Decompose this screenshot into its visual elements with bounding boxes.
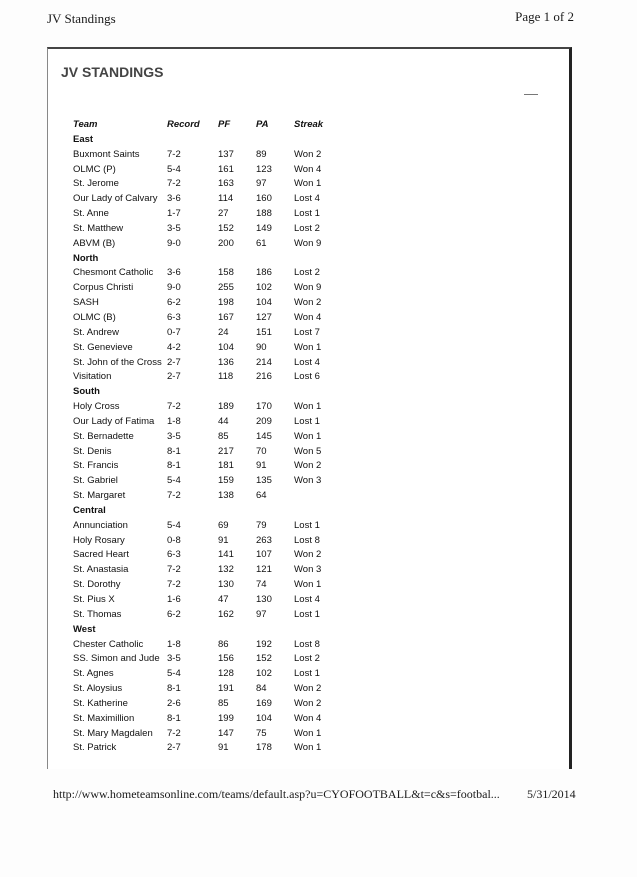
- pa-cell: 216: [256, 371, 272, 383]
- team-cell: St. Pius X: [73, 594, 115, 605]
- team-cell: St. Denis: [73, 445, 112, 457]
- streak-cell: Won 2: [294, 148, 322, 160]
- pa-cell: 188: [256, 208, 272, 220]
- standings-panel: [47, 47, 572, 769]
- pf-cell: 141: [218, 549, 234, 561]
- record-cell: 0-8: [167, 534, 181, 546]
- record-cell: 8-1: [167, 445, 181, 457]
- streak-cell: Won 4: [294, 163, 322, 175]
- streak-cell: Lost 4: [294, 594, 320, 605]
- pf-cell: 85: [218, 430, 229, 442]
- pf-cell: 24: [218, 326, 229, 338]
- record-cell: 8-1: [167, 460, 181, 472]
- team-cell: OLMC (B): [73, 311, 116, 323]
- record-cell: 2-6: [167, 697, 181, 709]
- team-cell: St. Maximillion: [73, 712, 135, 724]
- pa-cell: 107: [256, 549, 272, 561]
- pf-cell: 156: [218, 653, 234, 665]
- pa-cell: 74: [256, 579, 267, 591]
- record-cell: 1-7: [167, 208, 181, 220]
- team-cell: St. Genevieve: [73, 341, 133, 353]
- team-cell: Our Lady of Calvary: [73, 193, 158, 205]
- column-header-record: Record: [167, 119, 200, 130]
- team-cell: SS. Simon and Jude: [73, 653, 160, 665]
- record-cell: 7-2: [167, 148, 181, 160]
- team-cell: Corpus Christi: [73, 282, 134, 294]
- pf-cell: 200: [218, 237, 234, 249]
- team-cell: St. Aloysius: [73, 683, 123, 695]
- team-cell: St. Francis: [73, 460, 119, 472]
- pf-cell: 199: [218, 712, 234, 724]
- streak-cell: Lost 2: [294, 653, 320, 665]
- page-number: Page 1 of 2: [515, 9, 574, 24]
- pa-cell: 102: [256, 668, 272, 680]
- record-cell: 3-6: [167, 193, 181, 205]
- record-cell: 6-2: [167, 297, 181, 309]
- streak-cell: Won 5: [294, 445, 322, 457]
- pa-cell: 127: [256, 311, 272, 323]
- team-cell: Chesmont Catholic: [73, 267, 154, 279]
- streak-cell: Lost 4: [294, 193, 320, 205]
- source-url: http://www.hometeamsonline.com/teams/default.asp?u=CYOFOOTBALL&t=c&s=footbal...: [53, 787, 500, 801]
- division-name: North: [73, 252, 99, 264]
- team-cell: Sacred Heart: [73, 549, 129, 561]
- pa-cell: 104: [256, 712, 272, 724]
- record-cell: 6-3: [167, 549, 181, 561]
- pa-cell: 90: [256, 341, 267, 353]
- pa-cell: 263: [256, 534, 272, 546]
- pf-cell: 162: [218, 608, 234, 620]
- record-cell: 5-4: [167, 163, 181, 175]
- team-cell: St. Margaret: [73, 490, 126, 502]
- pf-cell: 85: [218, 697, 229, 709]
- team-cell: Chester Catholic: [73, 638, 144, 650]
- pa-cell: 104: [256, 297, 272, 309]
- streak-cell: Won 1: [294, 430, 322, 442]
- pf-cell: 198: [218, 297, 234, 309]
- team-cell: Annunciation: [73, 519, 128, 531]
- record-cell: 3-5: [167, 222, 181, 234]
- pf-cell: 91: [218, 534, 229, 546]
- streak-cell: Won 3: [294, 564, 322, 576]
- record-cell: 3-5: [167, 653, 181, 665]
- pa-cell: 130: [256, 594, 272, 605]
- record-cell: 5-4: [167, 475, 181, 487]
- streak-cell: Won 1: [294, 579, 322, 591]
- record-cell: 7-2: [167, 401, 181, 413]
- record-cell: 9-0: [167, 282, 181, 294]
- pa-cell: 186: [256, 267, 272, 279]
- pa-cell: 214: [256, 356, 272, 368]
- streak-cell: Won 2: [294, 697, 322, 709]
- record-cell: 8-1: [167, 683, 181, 695]
- pa-cell: 178: [256, 742, 272, 754]
- pf-cell: 167: [218, 311, 234, 323]
- streak-cell: Won 1: [294, 727, 322, 739]
- document-header-title: JV Standings: [47, 11, 116, 26]
- record-cell: 0-7: [167, 326, 181, 338]
- streak-cell: Won 2: [294, 549, 322, 561]
- team-cell: St. Anastasia: [73, 564, 129, 576]
- team-cell: Our Lady of Fatima: [73, 415, 155, 427]
- pf-cell: 189: [218, 401, 234, 413]
- streak-cell: Lost 8: [294, 638, 320, 650]
- pa-cell: 91: [256, 460, 267, 472]
- streak-cell: Won 4: [294, 311, 322, 323]
- pa-cell: 151: [256, 326, 272, 338]
- record-cell: 6-3: [167, 311, 181, 323]
- pf-cell: 147: [218, 727, 234, 739]
- record-cell: 2-7: [167, 356, 181, 368]
- pf-cell: 191: [218, 683, 234, 695]
- streak-cell: Lost 1: [294, 668, 320, 680]
- team-cell: Visitation: [73, 371, 112, 383]
- team-cell: St. John of the Cross: [73, 356, 162, 368]
- streak-cell: Lost 8: [294, 534, 320, 546]
- pf-cell: 217: [218, 445, 234, 457]
- team-cell: St. Jerome: [73, 178, 119, 190]
- streak-cell: Lost 2: [294, 267, 320, 279]
- record-cell: 8-1: [167, 712, 181, 724]
- record-cell: 4-2: [167, 341, 181, 353]
- streak-cell: Won 1: [294, 341, 322, 353]
- record-cell: 3-6: [167, 267, 181, 279]
- column-header-pf: PF: [218, 119, 231, 130]
- pf-cell: 161: [218, 163, 234, 175]
- streak-cell: Won 4: [294, 712, 322, 724]
- column-header-streak: Streak: [294, 119, 324, 130]
- pa-cell: 102: [256, 282, 272, 294]
- pa-cell: 89: [256, 148, 267, 160]
- team-cell: St. Matthew: [73, 222, 124, 234]
- pf-cell: 158: [218, 267, 234, 279]
- streak-cell: Won 1: [294, 742, 322, 754]
- pa-cell: 169: [256, 697, 272, 709]
- team-cell: OLMC (P): [73, 163, 116, 175]
- team-cell: Buxmont Saints: [73, 148, 140, 160]
- streak-cell: Lost 1: [294, 208, 320, 220]
- streak-cell: Lost 2: [294, 222, 320, 234]
- pf-cell: 44: [218, 415, 229, 427]
- pa-cell: 79: [256, 519, 267, 531]
- team-cell: SASH: [73, 297, 99, 309]
- pf-cell: 137: [218, 148, 234, 160]
- scan-mark: [524, 94, 538, 95]
- pa-cell: 160: [256, 193, 272, 205]
- pf-cell: 130: [218, 579, 234, 591]
- pa-cell: 149: [256, 222, 272, 234]
- team-cell: St. Dorothy: [73, 579, 121, 591]
- record-cell: 7-2: [167, 178, 181, 190]
- record-cell: 1-8: [167, 638, 181, 650]
- team-cell: Holy Cross: [73, 401, 120, 413]
- pa-cell: 75: [256, 727, 267, 739]
- team-cell: Holy Rosary: [73, 534, 125, 546]
- streak-cell: Lost 4: [294, 356, 320, 368]
- record-cell: 1-8: [167, 415, 181, 427]
- streak-cell: Won 2: [294, 683, 322, 695]
- streak-cell: Won 9: [294, 282, 322, 294]
- record-cell: 9-0: [167, 237, 181, 249]
- team-cell: St. Gabriel: [73, 475, 118, 487]
- streak-cell: Won 2: [294, 460, 322, 472]
- pa-cell: 209: [256, 415, 272, 427]
- pf-cell: 69: [218, 519, 229, 531]
- pa-cell: 145: [256, 430, 272, 442]
- streak-cell: Lost 1: [294, 415, 320, 427]
- team-cell: ABVM (B): [73, 237, 116, 249]
- pf-cell: 86: [218, 638, 229, 650]
- team-cell: St. Anne: [73, 208, 109, 220]
- division-name: West: [73, 623, 96, 635]
- streak-cell: Lost 1: [294, 608, 320, 620]
- pa-cell: 84: [256, 683, 267, 695]
- pf-cell: 104: [218, 341, 234, 353]
- pa-cell: 121: [256, 564, 272, 576]
- record-cell: 2-7: [167, 742, 181, 754]
- record-cell: 7-2: [167, 579, 181, 591]
- pa-cell: 123: [256, 163, 272, 175]
- pf-cell: 163: [218, 178, 234, 190]
- panel-title: JV STANDINGS: [61, 64, 164, 80]
- pf-cell: 136: [218, 356, 234, 368]
- streak-cell: Won 1: [294, 401, 322, 413]
- team-cell: St. Bernadette: [73, 430, 134, 442]
- division-name: Central: [73, 504, 106, 516]
- pa-cell: 152: [256, 653, 272, 665]
- pf-cell: 181: [218, 460, 234, 472]
- pf-cell: 118: [218, 371, 234, 383]
- streak-cell: Lost 7: [294, 326, 320, 338]
- pf-cell: 128: [218, 668, 234, 680]
- pa-cell: 192: [256, 638, 272, 650]
- record-cell: 1-6: [167, 594, 181, 605]
- streak-cell: Won 1: [294, 178, 322, 190]
- pf-cell: 91: [218, 742, 229, 754]
- print-date: 5/31/2014: [527, 787, 576, 801]
- team-cell: St. Mary Magdalen: [73, 727, 153, 739]
- team-cell: St. Andrew: [73, 326, 119, 338]
- pa-cell: 97: [256, 178, 267, 190]
- pf-cell: 27: [218, 208, 229, 220]
- column-header-team: Team: [73, 119, 98, 130]
- pf-cell: 138: [218, 490, 234, 502]
- streak-cell: Won 2: [294, 297, 322, 309]
- streak-cell: Lost 1: [294, 519, 320, 531]
- pa-cell: 135: [256, 475, 272, 487]
- record-cell: 2-7: [167, 371, 181, 383]
- pf-cell: 159: [218, 475, 234, 487]
- record-cell: 5-4: [167, 519, 181, 531]
- team-cell: St. Patrick: [73, 742, 117, 754]
- record-cell: 5-4: [167, 668, 181, 680]
- record-cell: 7-2: [167, 564, 181, 576]
- team-cell: St. Thomas: [73, 608, 122, 620]
- record-cell: 3-5: [167, 430, 181, 442]
- division-name: East: [73, 133, 94, 145]
- team-cell: St. Agnes: [73, 668, 114, 680]
- record-cell: 6-2: [167, 608, 181, 620]
- record-cell: 7-2: [167, 727, 181, 739]
- pf-cell: 255: [218, 282, 234, 294]
- pf-cell: 47: [218, 594, 229, 605]
- team-cell: St. Katherine: [73, 697, 128, 709]
- streak-cell: Won 3: [294, 475, 322, 487]
- record-cell: 7-2: [167, 490, 181, 502]
- pa-cell: 170: [256, 401, 272, 413]
- division-name: South: [73, 386, 100, 398]
- pf-cell: 152: [218, 222, 234, 234]
- pa-cell: 70: [256, 445, 267, 457]
- pf-cell: 114: [218, 193, 234, 205]
- pa-cell: 64: [256, 490, 267, 502]
- pa-cell: 61: [256, 237, 267, 249]
- column-header-pa: PA: [256, 119, 269, 130]
- streak-cell: Lost 6: [294, 371, 320, 383]
- pa-cell: 97: [256, 608, 267, 620]
- streak-cell: Won 9: [294, 237, 322, 249]
- pf-cell: 132: [218, 564, 234, 576]
